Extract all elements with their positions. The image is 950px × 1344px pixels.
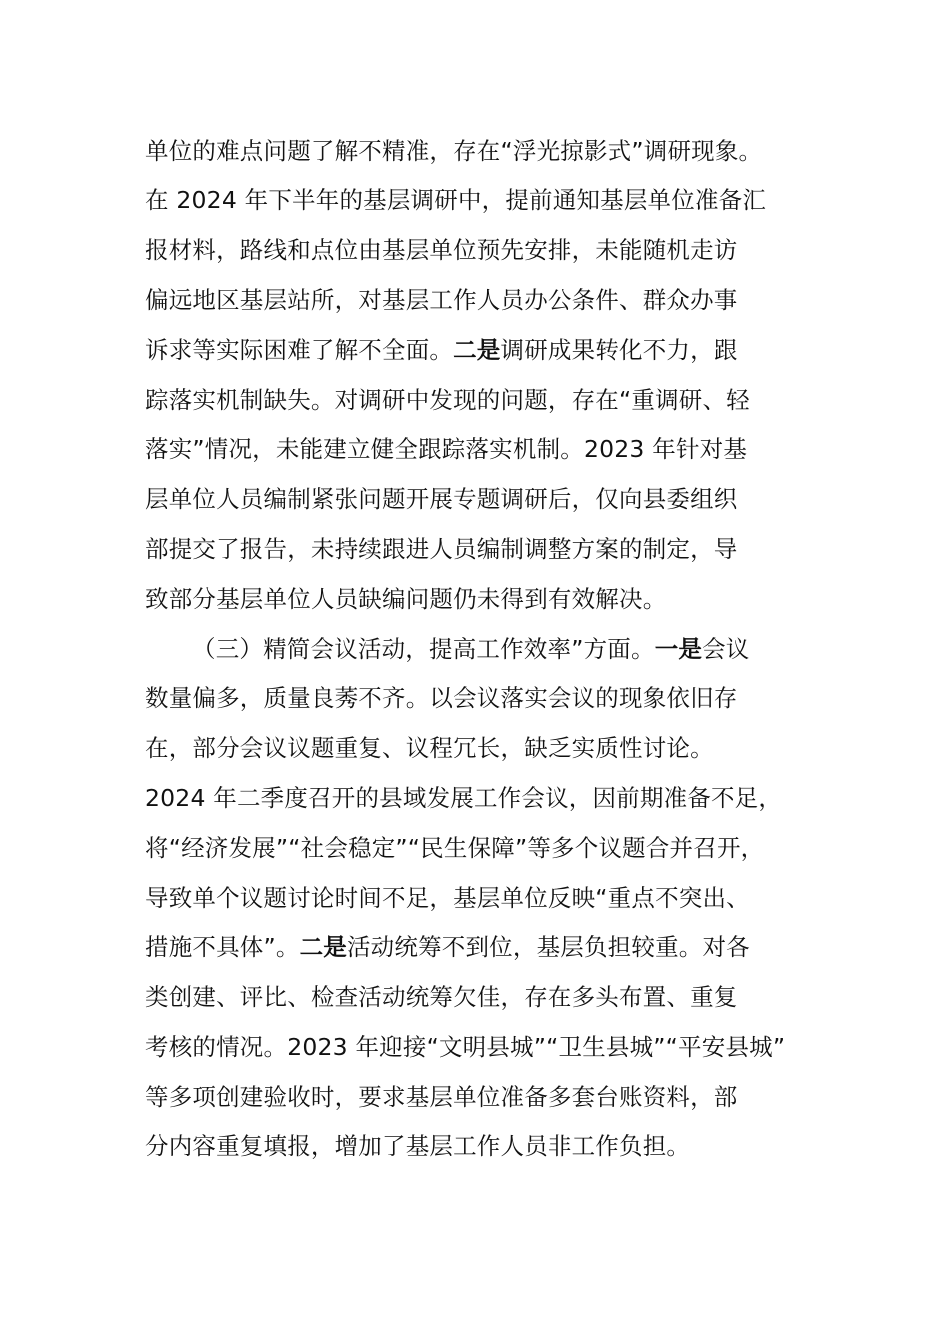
text-line-5-post: 调研成果转化不力，跟 <box>500 336 738 364</box>
text-line-15: 将“经济发展”“社会稳定”“民生保障”等多个议题合并召开， <box>145 834 765 862</box>
text-line-17 <box>145 932 750 962</box>
text-line-17-post: 活动统筹不到位，基层负担较重。对各 <box>346 933 750 961</box>
text-line-8: 层单位人员编制紧张问题开展专题调研后，仅向县委组织 <box>145 485 738 513</box>
text-line-5-pre: 诉求等实际困难了解不全面。 <box>145 336 454 364</box>
text-line-4: 偏远地区基层站所，对基层工作人员办公条件、群众办事 <box>145 286 738 314</box>
text-line-13: 在，部分会议议题重复、议程冗长，缺乏实质性讨论。 <box>145 734 714 762</box>
text-line-10: 致部分基层单位人员缺编问题仍未得到有效解决。 <box>145 585 667 613</box>
section-heading-line <box>192 634 750 664</box>
emphasis-second-point-2: 二是 <box>299 933 347 961</box>
text-line-19: 考核的情况。2023 年迎接“文明县城”“卫生县城”“平安县城” <box>145 1033 786 1061</box>
text-line-21: 分内容重复填报，增加了基层工作人员非工作负担。 <box>145 1132 691 1160</box>
text-line-7: 落实”情况，未能建立健全跟踪落实机制。2023 年针对基 <box>145 435 748 463</box>
text-line-20: 等多项创建验收时，要求基层单位准备多套台账资料，部 <box>145 1083 738 1111</box>
text-line-6: 踪落实机制缺失。对调研中发现的问题，存在“重调研、轻 <box>145 386 750 414</box>
section-heading-post: 会议 <box>702 635 750 663</box>
text-line-14: 2024 年二季度召开的县域发展工作会议，因前期准备不足， <box>145 784 783 812</box>
text-line-12: 数量偏多，质量良莠不齐。以会议落实会议的现象依旧存 <box>145 684 738 712</box>
text-line-17-pre: 措施不具体”。 <box>145 933 300 961</box>
section-heading: （三）精简会议活动，提高工作效率”方面。 <box>192 635 655 663</box>
emphasis-second-point: 二是 <box>453 336 501 364</box>
text-line-9: 部提交了报告，未持续跟进人员编制调整方案的制定，导 <box>145 535 738 563</box>
text-line-18: 类创建、评比、检查活动统筹欠佳，存在多头布置、重复 <box>145 983 738 1011</box>
text-line-16: 导致单个议题讨论时间不足，基层单位反映“重点不突出、 <box>145 884 750 912</box>
text-line-1: 单位的难点问题了解不精准，存在“浮光掠影式”调研现象。 <box>145 137 763 165</box>
text-line-3: 报材料，路线和点位由基层单位预先安排，未能随机走访 <box>145 236 738 264</box>
emphasis-first-point: 一是 <box>654 635 703 663</box>
text-line-2: 在 2024 年下半年的基层调研中，提前通知基层单位准备汇 <box>145 186 767 214</box>
text-line-5 <box>145 335 738 365</box>
